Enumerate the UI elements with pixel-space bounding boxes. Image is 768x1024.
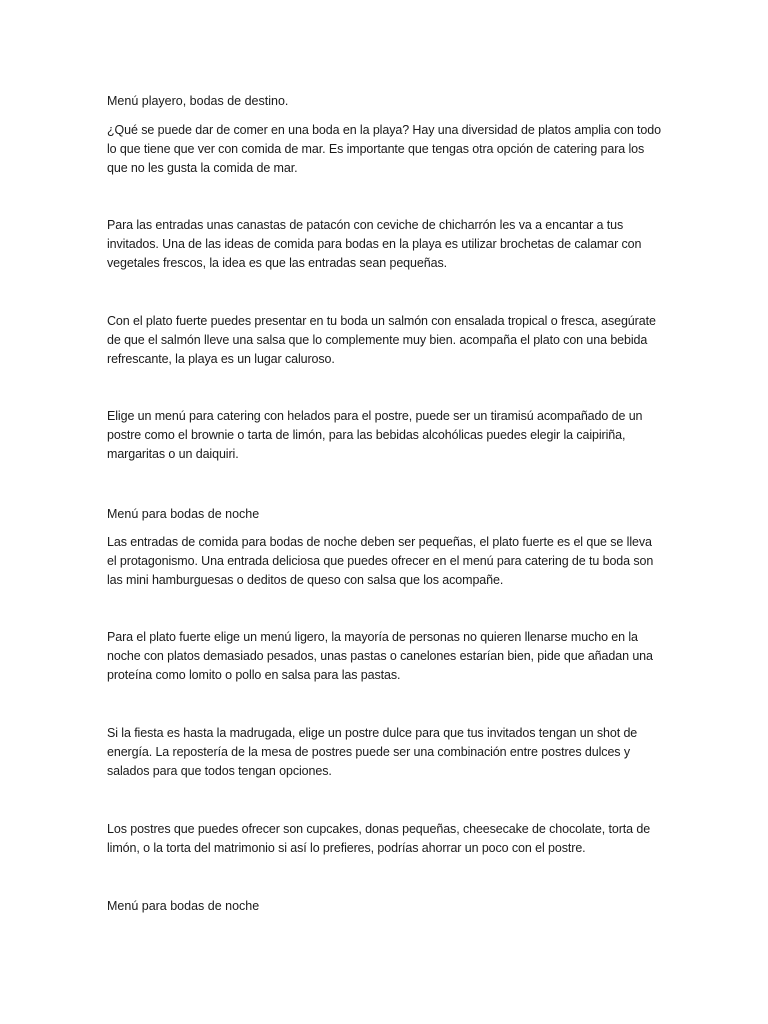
section-heading-beach-menu: Menú playero, bodas de destino. xyxy=(107,94,289,108)
section-heading-night-menu-repeat: Menú para bodas de noche xyxy=(107,899,260,913)
paragraph-night-starters: Las entradas de comida para bodas de noche deben ser pequeñas, el plato fuerte es el que se lleva el protagonismo. Una entrada deliciosa que puedes ofrecer en el menú para catering de tu boda son las mini hamburguesas o deditos de queso con salsa que los acompañe. xyxy=(107,535,654,587)
paragraph-night-dessert-energy: Si la fiesta es hasta la madrugada, elige un postre dulce para que tus invitados tengan un shot de energía. La repostería de la mesa de postres puede ser una combinación entre postres dulces y salados para que todos tengan opciones. xyxy=(107,726,638,778)
paragraph-night-main-course: Para el plato fuerte elige un menú ligero, la mayoría de personas no quieren llenarse mucho en la noche con platos demasiado pesados, unas pastas o canelones estarían bien, pide que añadan una proteína como lomito o pollo en salsa para las pastas. xyxy=(107,630,653,682)
paragraph-beach-desserts: Elige un menú para catering con helados para el postre, puede ser un tiramisú acompañado de un postre como el brownie o tarta de limón, para las bebidas alcohólicas puedes elegir la caipiriña, margaritas o un daiquiri. xyxy=(107,409,643,461)
paragraph-night-dessert-options: Los postres que puedes ofrecer son cupcakes, donas pequeñas, cheesecake de chocolate, torta de limón, o la torta del matrimonio si así lo prefieres, podrías ahorrar un poco con el postre. xyxy=(107,822,651,855)
paragraph-beach-main-course: Con el plato fuerte puedes presentar en tu boda un salmón con ensalada tropical o fresca, asegúrate de que el salmón lleve una salsa que lo complemente muy bien. acompaña el plato con una bebida refrescante, la playa es un lugar caluroso. xyxy=(107,314,656,366)
paragraph-beach-starters: Para las entradas unas canastas de patacón con ceviche de chicharrón les va a encantar a tus invitados. Una de las ideas de comida para bodas en la playa es utilizar brochetas de calamar con vegetales frescos, la idea es que las entradas sean pequeñas. xyxy=(107,218,642,270)
paragraph-beach-intro: ¿Qué se puede dar de comer en una boda en la playa? Hay una diversidad de platos amplia con todo lo que tiene que ver con comida de mar. Es importante que tengas otra opción de catering para los que no les gusta la comida de mar. xyxy=(107,123,661,175)
section-heading-night-menu: Menú para bodas de noche xyxy=(107,507,260,521)
